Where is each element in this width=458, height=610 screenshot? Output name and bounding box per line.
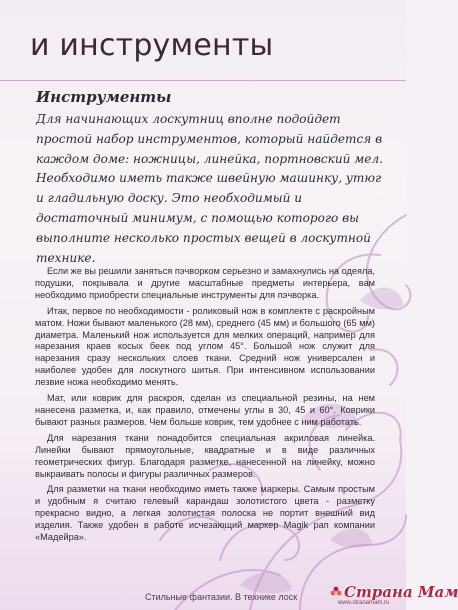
title-divider — [0, 80, 406, 81]
site-watermark — [330, 583, 458, 601]
paragraph: Для разметки на ткани необходимо иметь также маркеры. Самым простым и удобным я считаю гелевый карандаш золотистого цвета - разметку прекрасно видно, а легкая золотистая полоска не портит внешний вид изделия. Также удобен в работе исчезающий маркер Magik рап компании «Мадейра». — [35, 484, 375, 543]
intro-paragraph: Для начинающих лоскутниц вполне подойдет простой набор инструментов, который найдется в каждом доме: ножницы, линейка, портновский мел. Необходимо иметь также швейную машинку, утюг и гладильную доску. Это необходимый и достаточный минимум, с помощью которого вы выполните несколько простых вещей в лоскутной технике. — [36, 112, 384, 265]
page-title: и инструменты — [30, 28, 274, 63]
flower-icon — [330, 586, 342, 598]
paragraph: Итак, первое по необходимости - роликовый нож в комплекте с раскройным матом. Ножи бывают маленького (28 мм), среднего (45 мм) и большого (65 мм) диаметра. Маленький нож используется для мелких операций, например для нарезания краев косых беек под углом 45°. Большой нож служит для нарезания сразу нескольких слоев ткани. Средний нож универсален и наиболее удобен для лоскутного шитья. При интенсивном использовании лезвие ножа необходимо менять. — [35, 305, 375, 388]
paragraph: Для нарезания ткани понадобится специальная акриловая линейка. Линейки бывают прямоугольные, квадратные и в виде различных геометрических фигур. Благодаря разметке, нанесенной на линейку, можно выкраивать полосы и фигуры различных размеров. — [35, 432, 375, 479]
section-title: Инструменты — [36, 88, 172, 106]
watermark-url: www.stranamam.ru — [338, 600, 390, 606]
body-text — [35, 266, 375, 548]
page-footer: Стильные фантазии. В технике лоск — [145, 592, 298, 602]
paragraph: Мат, или коврик для раскроя, сделан из специальной резины, на нем нанесена разметка, и, как правило, отмечены углы в 30, 45 и 60°. Коврики бывают разных размеров. Чем больше коврик, тем удобнее с ним работать. — [35, 393, 375, 427]
watermark-text: Страна Мам — [344, 583, 458, 601]
paragraph: Если же вы решили заняться пэчворком серьезно и замахнулись на одеяла, подушки, покрывала и другие масштабные предметы интерьера, вам необходимо приобрести специальные инструменты для пэчворка. — [35, 266, 375, 300]
